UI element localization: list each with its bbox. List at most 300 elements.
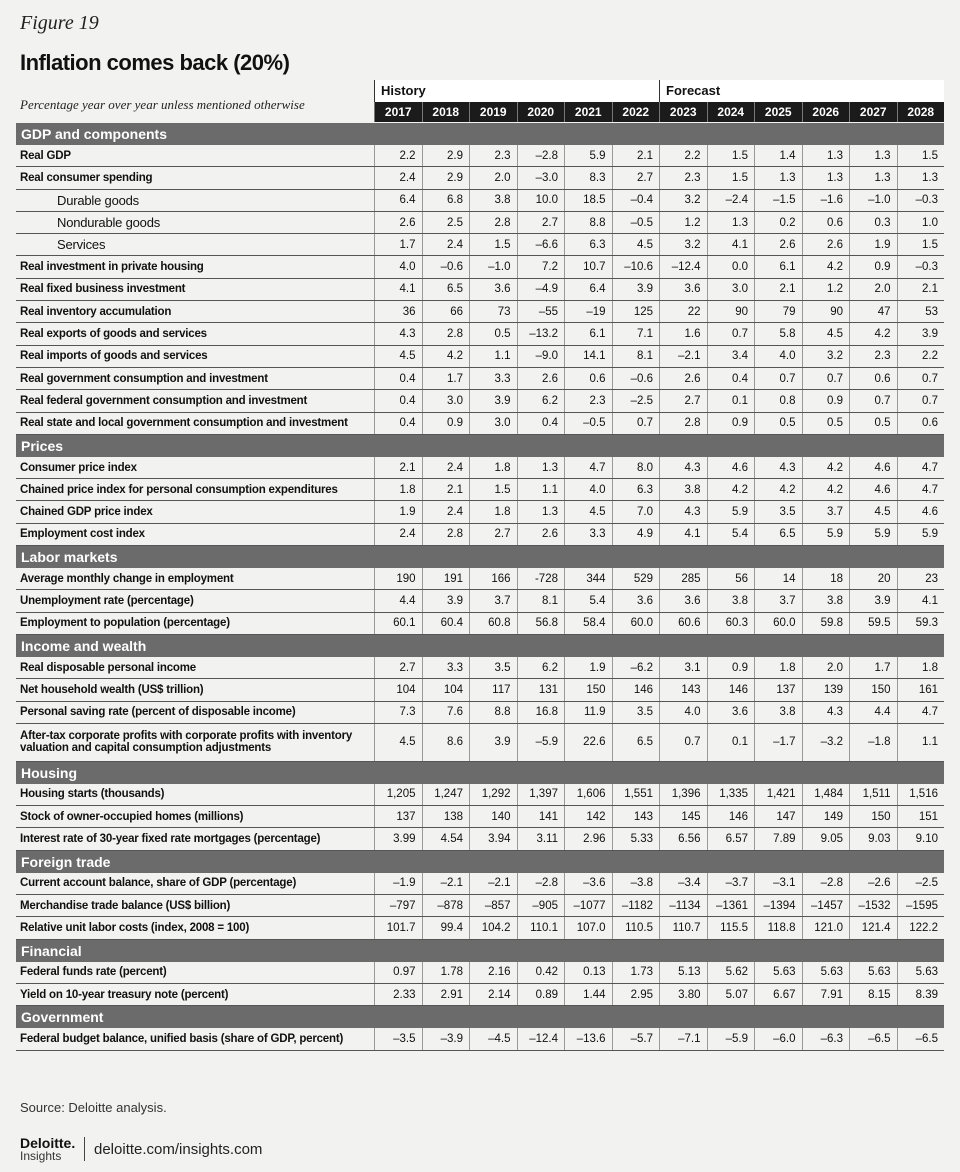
value-cell: –12.4	[659, 256, 707, 277]
value-cell: –0.3	[897, 256, 945, 277]
value-cell: –5.9	[707, 1028, 755, 1049]
value-cell: 4.5	[612, 234, 660, 255]
value-cell: 3.3	[422, 657, 470, 678]
value-cell: 1.6	[659, 323, 707, 344]
value-cell: 1.3	[802, 167, 850, 188]
value-cell: 3.9	[612, 279, 660, 300]
value-cell: 90	[707, 301, 755, 322]
value-cell: 3.6	[469, 279, 517, 300]
value-cell: 3.9	[422, 590, 470, 611]
value-cell: 56	[707, 568, 755, 589]
value-cell: –6.2	[612, 657, 660, 678]
value-cell: 1,247	[422, 784, 470, 805]
value-cell: 2.6	[517, 524, 565, 545]
value-cell: –1134	[659, 895, 707, 916]
value-cell: 2.8	[422, 524, 470, 545]
value-cell: –55	[517, 301, 565, 322]
table-row	[16, 190, 944, 212]
value-cell: –12.4	[517, 1028, 565, 1049]
value-cell: 3.8	[469, 190, 517, 211]
value-cell: –3.0	[517, 167, 565, 188]
value-cell: 60.4	[422, 613, 470, 634]
value-cell: 2.2	[897, 346, 945, 367]
value-cell: 3.94	[469, 828, 517, 849]
value-cell: 2.4	[422, 457, 470, 478]
value-cell: 14.1	[564, 346, 612, 367]
value-cell: 79	[754, 301, 802, 322]
value-cell: 1,606	[564, 784, 612, 805]
value-cell: 3.2	[802, 346, 850, 367]
table-row	[16, 279, 944, 301]
value-cell: 4.5	[802, 323, 850, 344]
value-cell: 18.5	[564, 190, 612, 211]
value-cell: –13.2	[517, 323, 565, 344]
value-cell: –2.4	[707, 190, 755, 211]
row-label: Real fixed business investment	[20, 283, 186, 296]
value-cell: –5.9	[517, 724, 565, 761]
value-cell: 0.9	[422, 413, 470, 434]
value-cell: 4.0	[754, 346, 802, 367]
value-cell: 1.0	[897, 212, 945, 233]
value-cell: 115.5	[707, 917, 755, 938]
table-row	[16, 145, 944, 167]
value-cell: 104	[422, 679, 470, 700]
section-header: Foreign trade	[16, 851, 944, 873]
value-cell: 4.2	[707, 479, 755, 500]
value-cell: 3.11	[517, 828, 565, 849]
value-cell: 529	[612, 568, 660, 589]
year-header-cell: 2018	[422, 102, 470, 122]
row-label: Employment to population (percentage)	[20, 617, 230, 630]
value-cell: 4.3	[659, 501, 707, 522]
value-cell: –0.5	[564, 413, 612, 434]
value-cell: 1.3	[707, 212, 755, 233]
value-cell: 143	[612, 806, 660, 827]
value-cell: 1.5	[707, 145, 755, 166]
value-cell: 3.7	[469, 590, 517, 611]
table-row	[16, 346, 944, 368]
value-cell: 2.16	[469, 962, 517, 983]
value-cell: 4.5	[374, 346, 422, 367]
value-cell: –2.1	[659, 346, 707, 367]
value-cell: 110.5	[612, 917, 660, 938]
table-row	[16, 524, 944, 546]
value-cell: 1.1	[897, 724, 945, 761]
value-cell: 3.4	[707, 346, 755, 367]
value-cell: 6.1	[754, 256, 802, 277]
value-cell: 0.5	[802, 413, 850, 434]
table-row	[16, 784, 944, 806]
row-label: Relative unit labor costs (index, 2008 = 100)	[20, 921, 250, 934]
table-subtitle: Percentage year over year unless mentioned otherwise	[20, 97, 305, 112]
value-cell: 2.5	[422, 212, 470, 233]
value-cell: 2.7	[517, 212, 565, 233]
row-label: Stock of owner-occupied homes (millions)	[20, 810, 244, 823]
year-header-cell: 2025	[754, 102, 802, 122]
value-cell: 3.8	[802, 590, 850, 611]
value-cell: –1361	[707, 895, 755, 916]
value-cell: 104	[374, 679, 422, 700]
value-cell: 2.9	[422, 145, 470, 166]
value-cell: –1.9	[374, 873, 422, 894]
value-cell: 2.1	[422, 479, 470, 500]
value-cell: 1.78	[422, 962, 470, 983]
value-cell: 2.14	[469, 984, 517, 1005]
value-cell: 0.7	[802, 368, 850, 389]
value-cell: –4.9	[517, 279, 565, 300]
year-header-cell: 2026	[802, 102, 850, 122]
table-row	[16, 479, 944, 501]
value-cell: 0.5	[469, 323, 517, 344]
value-cell: 1.5	[469, 234, 517, 255]
value-cell: 131	[517, 679, 565, 700]
value-cell: 1,511	[849, 784, 897, 805]
value-cell: 8.8	[469, 702, 517, 723]
table-row	[16, 917, 944, 939]
value-cell: 60.3	[707, 613, 755, 634]
value-cell: 3.8	[754, 702, 802, 723]
section-header: Financial	[16, 940, 944, 962]
value-cell: 4.2	[802, 479, 850, 500]
value-cell: 60.6	[659, 613, 707, 634]
value-cell: 1.3	[517, 457, 565, 478]
value-cell: 10.7	[564, 256, 612, 277]
value-cell: –2.5	[897, 873, 945, 894]
value-cell: 5.4	[564, 590, 612, 611]
value-cell: 1.4	[754, 145, 802, 166]
value-cell: 125	[612, 301, 660, 322]
value-cell: 0.7	[612, 413, 660, 434]
value-cell: 23	[897, 568, 945, 589]
value-cell: 59.3	[897, 613, 945, 634]
value-cell: 191	[422, 568, 470, 589]
value-cell: 5.4	[707, 524, 755, 545]
value-cell: 4.0	[374, 256, 422, 277]
value-cell: 1.8	[469, 501, 517, 522]
figure-label: Figure 19	[20, 12, 99, 34]
value-cell: 8.15	[849, 984, 897, 1005]
value-cell: 1.2	[659, 212, 707, 233]
value-cell: 2.6	[374, 212, 422, 233]
value-cell: 0.6	[564, 368, 612, 389]
value-cell: 5.9	[564, 145, 612, 166]
row-label: Federal budget balance, unified basis (share of GDP, percent)	[20, 1032, 344, 1045]
value-cell: –1.6	[802, 190, 850, 211]
value-cell: 47	[849, 301, 897, 322]
value-cell: 73	[469, 301, 517, 322]
value-cell: 122.2	[897, 917, 945, 938]
row-label: Chained price index for personal consumption expenditures	[20, 483, 338, 496]
value-cell: 4.2	[422, 346, 470, 367]
value-cell: –1457	[802, 895, 850, 916]
table-row	[16, 323, 944, 345]
value-cell: 0.9	[707, 657, 755, 678]
table-row	[16, 568, 944, 590]
value-cell: 166	[469, 568, 517, 589]
row-label: Average monthly change in employment	[20, 572, 234, 585]
value-cell: 1.3	[517, 501, 565, 522]
value-cell: 151	[897, 806, 945, 827]
value-cell: 6.2	[517, 657, 565, 678]
value-cell: 146	[612, 679, 660, 700]
year-header-cell: 2027	[849, 102, 897, 122]
value-cell: 2.4	[422, 234, 470, 255]
row-label: Current account balance, share of GDP (percentage)	[20, 877, 297, 890]
table-row	[16, 413, 944, 435]
value-cell: 4.2	[754, 479, 802, 500]
value-cell: –2.5	[612, 390, 660, 411]
value-cell: 2.1	[897, 279, 945, 300]
value-cell: 4.6	[707, 457, 755, 478]
value-cell: 1.9	[564, 657, 612, 678]
value-cell: 1,484	[802, 784, 850, 805]
value-cell: 2.6	[659, 368, 707, 389]
value-cell: 8.8	[564, 212, 612, 233]
value-cell: 60.0	[754, 613, 802, 634]
value-cell: 4.4	[374, 590, 422, 611]
value-cell: 4.1	[897, 590, 945, 611]
year-header-cell: 2024	[707, 102, 755, 122]
value-cell: –6.5	[849, 1028, 897, 1049]
row-label: Real consumer spending	[20, 171, 153, 184]
value-cell: 7.0	[612, 501, 660, 522]
value-cell: –905	[517, 895, 565, 916]
value-cell: –797	[374, 895, 422, 916]
value-cell: –2.1	[422, 873, 470, 894]
value-cell: 0.4	[374, 368, 422, 389]
value-cell: 4.1	[659, 524, 707, 545]
table-row	[16, 613, 944, 635]
value-cell: 118.8	[754, 917, 802, 938]
value-cell: 4.7	[564, 457, 612, 478]
value-cell: 141	[517, 806, 565, 827]
value-cell: 4.2	[849, 323, 897, 344]
value-cell: 1.8	[897, 657, 945, 678]
value-cell: 20	[849, 568, 897, 589]
value-cell: 4.6	[897, 501, 945, 522]
value-cell: 3.80	[659, 984, 707, 1005]
value-cell: 9.03	[849, 828, 897, 849]
value-cell: 3.8	[707, 590, 755, 611]
value-cell: 60.0	[612, 613, 660, 634]
value-cell: 1.2	[802, 279, 850, 300]
value-cell: –2.6	[849, 873, 897, 894]
value-cell: –3.2	[802, 724, 850, 761]
value-cell: 59.5	[849, 613, 897, 634]
section-header: GDP and components	[16, 123, 944, 145]
section-header: Income and wealth	[16, 635, 944, 657]
value-cell: 1.5	[707, 167, 755, 188]
value-cell: –1595	[897, 895, 945, 916]
value-cell: 1,516	[897, 784, 945, 805]
value-cell: -728	[517, 568, 565, 589]
value-cell: 5.9	[802, 524, 850, 545]
value-cell: 0.4	[707, 368, 755, 389]
value-cell: 0.7	[897, 390, 945, 411]
section-header: Housing	[16, 762, 944, 784]
value-cell: 110.1	[517, 917, 565, 938]
row-label: Real inventory accumulation	[20, 305, 172, 318]
value-cell: 2.7	[469, 524, 517, 545]
value-cell: 147	[754, 806, 802, 827]
value-cell: 6.2	[517, 390, 565, 411]
value-cell: 4.1	[707, 234, 755, 255]
value-cell: 150	[849, 679, 897, 700]
value-cell: 4.9	[612, 524, 660, 545]
value-cell: 1.7	[849, 657, 897, 678]
deloitte-logo	[20, 1136, 75, 1163]
value-cell: 2.1	[374, 457, 422, 478]
value-cell: 8.1	[517, 590, 565, 611]
row-label: Real imports of goods and services	[20, 350, 208, 363]
value-cell: 10.0	[517, 190, 565, 211]
value-cell: 117	[469, 679, 517, 700]
value-cell: 2.3	[469, 145, 517, 166]
row-label: Federal funds rate (percent)	[20, 966, 167, 979]
value-cell: 18	[802, 568, 850, 589]
year-header-cell: 2017	[374, 102, 422, 122]
value-cell: 0.5	[849, 413, 897, 434]
value-cell: 138	[422, 806, 470, 827]
value-cell: 2.33	[374, 984, 422, 1005]
value-cell: 36	[374, 301, 422, 322]
value-cell: –1077	[564, 895, 612, 916]
value-cell: 2.96	[564, 828, 612, 849]
value-cell: 0.6	[897, 413, 945, 434]
value-cell: –13.6	[564, 1028, 612, 1049]
value-cell: 9.05	[802, 828, 850, 849]
row-label: Real investment in private housing	[20, 261, 204, 274]
value-cell: 0.6	[849, 368, 897, 389]
row-label: Real GDP	[20, 149, 71, 162]
value-cell: 0.7	[897, 368, 945, 389]
table-row	[16, 679, 944, 701]
value-cell: –1.7	[754, 724, 802, 761]
value-cell: 4.7	[897, 702, 945, 723]
value-cell: 6.8	[422, 190, 470, 211]
value-cell: 4.2	[802, 457, 850, 478]
value-cell: 1.8	[754, 657, 802, 678]
value-cell: 2.8	[422, 323, 470, 344]
row-label: Real federal government consumption and investment	[20, 394, 308, 407]
value-cell: –3.6	[564, 873, 612, 894]
value-cell: –2.8	[517, 873, 565, 894]
value-cell: 1.9	[849, 234, 897, 255]
value-cell: –10.6	[612, 256, 660, 277]
row-label: Housing starts (thousands)	[20, 788, 165, 801]
value-cell: 1.3	[897, 167, 945, 188]
value-cell: 1.9	[374, 501, 422, 522]
value-cell: 0.9	[849, 256, 897, 277]
value-cell: –1.8	[849, 724, 897, 761]
value-cell: 3.0	[422, 390, 470, 411]
value-cell: 4.4	[849, 702, 897, 723]
value-cell: 1,551	[612, 784, 660, 805]
value-cell: –6.6	[517, 234, 565, 255]
year-header-cell: 2021	[564, 102, 612, 122]
value-cell: –19	[564, 301, 612, 322]
value-cell: 190	[374, 568, 422, 589]
table-row	[16, 234, 944, 256]
value-cell: 3.6	[612, 590, 660, 611]
value-cell: 2.7	[612, 167, 660, 188]
value-cell: 3.0	[469, 413, 517, 434]
value-cell: 2.6	[802, 234, 850, 255]
value-cell: 60.1	[374, 613, 422, 634]
table-row	[16, 368, 944, 390]
value-cell: 121.0	[802, 917, 850, 938]
value-cell: 0.7	[849, 390, 897, 411]
value-cell: 2.0	[469, 167, 517, 188]
value-cell: –1.5	[754, 190, 802, 211]
source-note: Source: Deloitte analysis.	[20, 1100, 167, 1115]
value-cell: 0.0	[707, 256, 755, 277]
row-label: Real disposable personal income	[20, 661, 196, 674]
value-cell: 0.5	[754, 413, 802, 434]
value-cell: –0.3	[897, 190, 945, 211]
value-cell: –1.0	[849, 190, 897, 211]
value-cell: 4.5	[564, 501, 612, 522]
value-cell: 2.4	[422, 501, 470, 522]
value-cell: 5.63	[754, 962, 802, 983]
value-cell: 5.63	[897, 962, 945, 983]
value-cell: 0.8	[754, 390, 802, 411]
value-cell: 2.8	[659, 413, 707, 434]
value-cell: 3.3	[469, 368, 517, 389]
value-cell: 1.3	[802, 145, 850, 166]
value-cell: 3.2	[659, 234, 707, 255]
value-cell: –0.6	[422, 256, 470, 277]
row-label: Chained GDP price index	[20, 506, 153, 519]
value-cell: 3.6	[707, 702, 755, 723]
value-cell: –878	[422, 895, 470, 916]
value-cell: 1,335	[707, 784, 755, 805]
value-cell: 140	[469, 806, 517, 827]
value-cell: 4.5	[374, 724, 422, 761]
value-cell: 1,205	[374, 784, 422, 805]
value-cell: –3.1	[754, 873, 802, 894]
value-cell: 2.7	[659, 390, 707, 411]
data-table	[16, 123, 944, 1051]
value-cell: 1,397	[517, 784, 565, 805]
table-row	[16, 301, 944, 323]
value-cell: 4.0	[564, 479, 612, 500]
value-cell: 6.57	[707, 828, 755, 849]
value-cell: 5.8	[754, 323, 802, 344]
value-cell: 2.3	[564, 390, 612, 411]
value-cell: 3.7	[754, 590, 802, 611]
year-header-cell: 2022	[612, 102, 660, 122]
value-cell: 8.39	[897, 984, 945, 1005]
value-cell: 4.3	[754, 457, 802, 478]
value-cell: 6.1	[564, 323, 612, 344]
row-label: Real exports of goods and services	[20, 328, 207, 341]
value-cell: –0.4	[612, 190, 660, 211]
value-cell: 3.9	[469, 724, 517, 761]
value-cell: 22	[659, 301, 707, 322]
value-cell: –0.6	[612, 368, 660, 389]
value-cell: 285	[659, 568, 707, 589]
value-cell: 6.56	[659, 828, 707, 849]
value-cell: 3.3	[564, 524, 612, 545]
row-label: Durable goods	[57, 192, 139, 208]
value-cell: 1.8	[374, 479, 422, 500]
section-header: Labor markets	[16, 546, 944, 568]
value-cell: 9.10	[897, 828, 945, 849]
value-cell: 6.5	[754, 524, 802, 545]
table-row	[16, 167, 944, 189]
value-cell: 3.5	[612, 702, 660, 723]
